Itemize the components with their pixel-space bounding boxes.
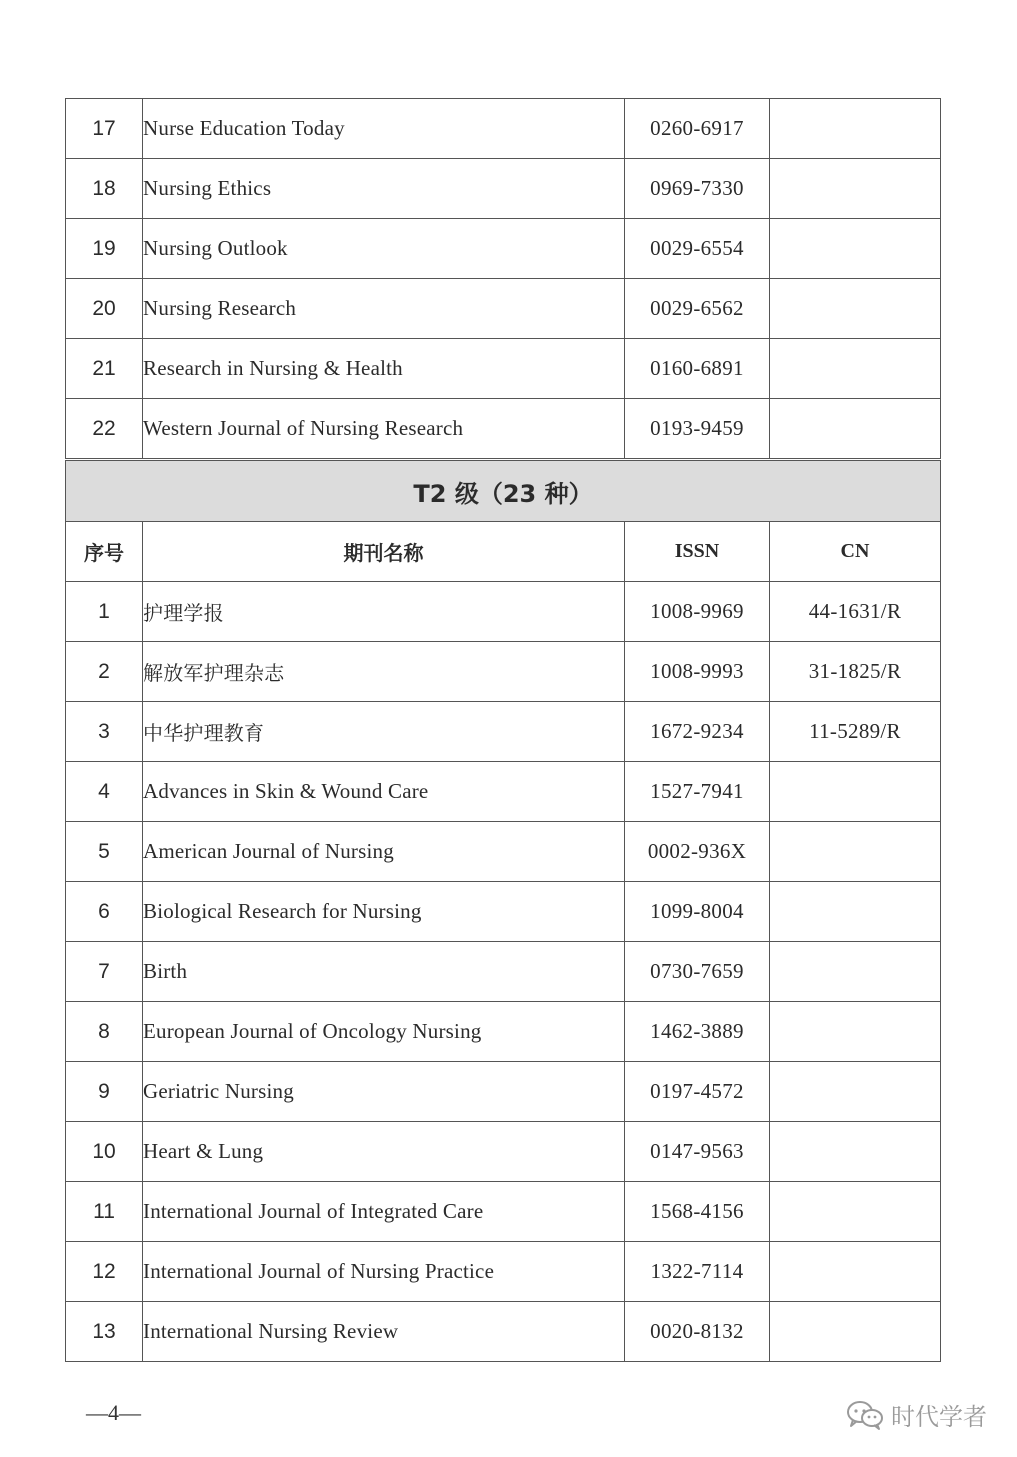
journal-cn xyxy=(770,339,941,399)
row-index: 19 xyxy=(66,219,143,279)
table-row xyxy=(66,1182,941,1242)
journal-issn: 1672-9234 xyxy=(625,702,770,762)
table-row xyxy=(66,1002,941,1062)
journal-name: 解放军护理杂志 xyxy=(143,642,625,702)
row-index: 4 xyxy=(66,762,143,822)
column-header-name: 期刊名称 xyxy=(143,522,625,582)
journal-name: 中华护理教育 xyxy=(143,702,625,762)
row-index: 5 xyxy=(66,822,143,882)
table-row xyxy=(66,399,941,460)
journal-issn: 0029-6554 xyxy=(625,219,770,279)
journal-issn: 1099-8004 xyxy=(625,882,770,942)
journal-issn: 0193-9459 xyxy=(625,399,770,460)
journal-cn xyxy=(770,822,941,882)
watermark-text: 时代学者 xyxy=(891,1403,987,1431)
journal-cn xyxy=(770,1062,941,1122)
journal-cn xyxy=(770,762,941,822)
row-index: 7 xyxy=(66,942,143,1002)
journal-cn xyxy=(770,882,941,942)
row-index: 18 xyxy=(66,159,143,219)
column-header-index: 序号 xyxy=(66,522,143,582)
journal-cn: 44-1631/R xyxy=(770,582,941,642)
journal-issn: 0197-4572 xyxy=(625,1062,770,1122)
column-header-cn: CN xyxy=(770,522,941,582)
table-row xyxy=(66,762,941,822)
journal-cn xyxy=(770,279,941,339)
table-row xyxy=(66,339,941,399)
watermark xyxy=(845,1397,987,1432)
section-header-row xyxy=(66,460,941,522)
table-row xyxy=(66,702,941,762)
journal-name: International Journal of Integrated Care xyxy=(143,1182,625,1242)
journal-cn xyxy=(770,1122,941,1182)
table-row xyxy=(66,219,941,279)
table-row xyxy=(66,882,941,942)
row-index: 13 xyxy=(66,1302,143,1362)
journal-cn xyxy=(770,942,941,1002)
journal-cn xyxy=(770,99,941,159)
journal-issn: 0160-6891 xyxy=(625,339,770,399)
journal-issn: 0020-8132 xyxy=(625,1302,770,1362)
row-index: 20 xyxy=(66,279,143,339)
section-title: T2 级（23 种） xyxy=(66,460,941,522)
journal-issn: 1322-7114 xyxy=(625,1242,770,1302)
row-index: 1 xyxy=(66,582,143,642)
journal-name: Biological Research for Nursing xyxy=(143,882,625,942)
journal-issn: 1008-9993 xyxy=(625,642,770,702)
table-row xyxy=(66,1302,941,1362)
journal-name: American Journal of Nursing xyxy=(143,822,625,882)
journal-name: European Journal of Oncology Nursing xyxy=(143,1002,625,1062)
journal-issn: 1568-4156 xyxy=(625,1182,770,1242)
journal-cn: 11-5289/R xyxy=(770,702,941,762)
row-index: 8 xyxy=(66,1002,143,1062)
column-header-issn: ISSN xyxy=(625,522,770,582)
table-row xyxy=(66,1242,941,1302)
journal-issn: 0147-9563 xyxy=(625,1122,770,1182)
journal-cn: 31-1825/R xyxy=(770,642,941,702)
journal-name: Nursing Outlook xyxy=(143,219,625,279)
journal-table xyxy=(65,98,941,1362)
column-header-row xyxy=(66,522,941,582)
table-row xyxy=(66,1062,941,1122)
journal-issn: 1527-7941 xyxy=(625,762,770,822)
journal-issn: 1008-9969 xyxy=(625,582,770,642)
journal-name: Advances in Skin & Wound Care xyxy=(143,762,625,822)
row-index: 11 xyxy=(66,1182,143,1242)
row-index: 21 xyxy=(66,339,143,399)
journal-issn: 0730-7659 xyxy=(625,942,770,1002)
row-index: 6 xyxy=(66,882,143,942)
table-row xyxy=(66,582,941,642)
table-row xyxy=(66,159,941,219)
table-row xyxy=(66,942,941,1002)
row-index: 3 xyxy=(66,702,143,762)
journal-cn xyxy=(770,159,941,219)
row-index: 17 xyxy=(66,99,143,159)
row-index: 2 xyxy=(66,642,143,702)
page-number: —4— xyxy=(86,1400,141,1425)
journal-name: 护理学报 xyxy=(143,582,625,642)
journal-cn xyxy=(770,1242,941,1302)
row-index: 22 xyxy=(66,399,143,460)
journal-name: Nursing Research xyxy=(143,279,625,339)
journal-name: Nurse Education Today xyxy=(143,99,625,159)
journal-name: Birth xyxy=(143,942,625,1002)
journal-name: Nursing Ethics xyxy=(143,159,625,219)
row-index: 9 xyxy=(66,1062,143,1122)
table-row xyxy=(66,1122,941,1182)
journal-name: International Journal of Nursing Practice xyxy=(143,1242,625,1302)
journal-cn xyxy=(770,219,941,279)
journal-cn xyxy=(770,399,941,460)
journal-name: Heart & Lung xyxy=(143,1122,625,1182)
row-index: 12 xyxy=(66,1242,143,1302)
row-index: 10 xyxy=(66,1122,143,1182)
journal-name: Western Journal of Nursing Research xyxy=(143,399,625,460)
table-row xyxy=(66,279,941,339)
journal-name: International Nursing Review xyxy=(143,1302,625,1362)
journal-issn: 0969-7330 xyxy=(625,159,770,219)
journal-cn xyxy=(770,1002,941,1062)
wechat-icon xyxy=(845,1399,885,1431)
table-row xyxy=(66,99,941,159)
journal-issn: 1462-3889 xyxy=(625,1002,770,1062)
journal-issn: 0029-6562 xyxy=(625,279,770,339)
table-row xyxy=(66,822,941,882)
journal-issn: 0002-936X xyxy=(625,822,770,882)
journal-name: Research in Nursing & Health xyxy=(143,339,625,399)
journal-cn xyxy=(770,1182,941,1242)
journal-cn xyxy=(770,1302,941,1362)
table-row xyxy=(66,642,941,702)
journal-name: Geriatric Nursing xyxy=(143,1062,625,1122)
journal-table-container xyxy=(65,98,940,1362)
journal-issn: 0260-6917 xyxy=(625,99,770,159)
